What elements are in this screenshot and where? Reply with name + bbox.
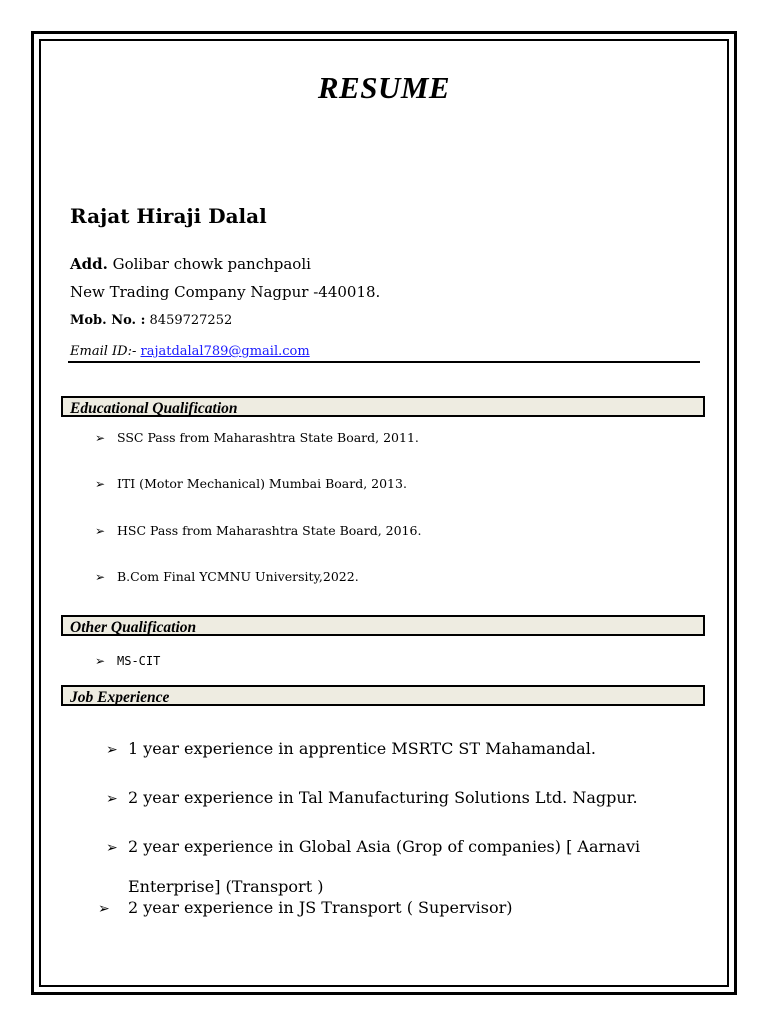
email-link[interactable]: rajatdalal789@gmail.com	[140, 344, 310, 359]
list-item: ➢ B.Com Final YCMNU University,2022.	[95, 569, 359, 584]
arrow-bullet-icon: ➢	[95, 570, 106, 584]
arrow-bullet-icon: ➢	[95, 477, 106, 491]
list-item: ➢ SSC Pass from Maharashtra State Board, 2011.	[95, 430, 419, 445]
header-divider	[68, 361, 700, 363]
arrow-bullet-icon: ➢	[95, 524, 106, 538]
address-line-2: New Trading Company Nagpur -440018.	[70, 283, 381, 301]
arrow-bullet-icon: ➢	[106, 791, 118, 807]
address-line-1	[70, 255, 311, 273]
arrow-bullet-icon: ➢	[106, 840, 118, 856]
mobile-label: Mob. No. :	[70, 313, 146, 328]
candidate-name: Rajat Hiraji Dalal	[70, 204, 267, 228]
list-item-continuation: Enterprise] (Transport )	[128, 877, 324, 896]
section-other-heading: Other Qualification	[61, 615, 705, 636]
document-title: RESUME	[317, 70, 451, 105]
list-item: ➢ HSC Pass from Maharashtra State Board, 2016.	[95, 523, 422, 538]
list-item: ➢ MS-CIT	[95, 654, 161, 668]
list-item: ➢ 2 year experience in Tal Manufacturing Solutions Ltd. Nagpur.	[106, 788, 638, 807]
address-value-1: Golibar chowk panchpaoli	[107, 255, 311, 273]
address-label: Add.	[70, 255, 108, 273]
list-item: ➢ ITI (Motor Mechanical) Mumbai Board, 2013.	[95, 476, 407, 491]
email-line	[70, 341, 310, 359]
section-experience-heading: Job Experience	[61, 685, 705, 706]
list-item: ➢ 2 year experience in JS Transport ( Supervisor)	[98, 898, 513, 917]
mobile-value: 8459727252	[145, 313, 233, 328]
list-item: ➢ 2 year experience in Global Asia (Grop of companies) [ Aarnavi	[106, 837, 641, 856]
email-label: Email ID:-	[70, 344, 141, 359]
section-education-heading: Educational Qualification	[61, 396, 705, 417]
arrow-bullet-icon: ➢	[106, 742, 118, 758]
mobile-line	[70, 313, 232, 328]
arrow-bullet-icon: ➢	[98, 901, 110, 917]
arrow-bullet-icon: ➢	[95, 431, 106, 445]
arrow-bullet-icon: ➢	[95, 654, 106, 668]
list-item: ➢ 1 year experience in apprentice MSRTC ST Mahamandal.	[106, 739, 596, 758]
